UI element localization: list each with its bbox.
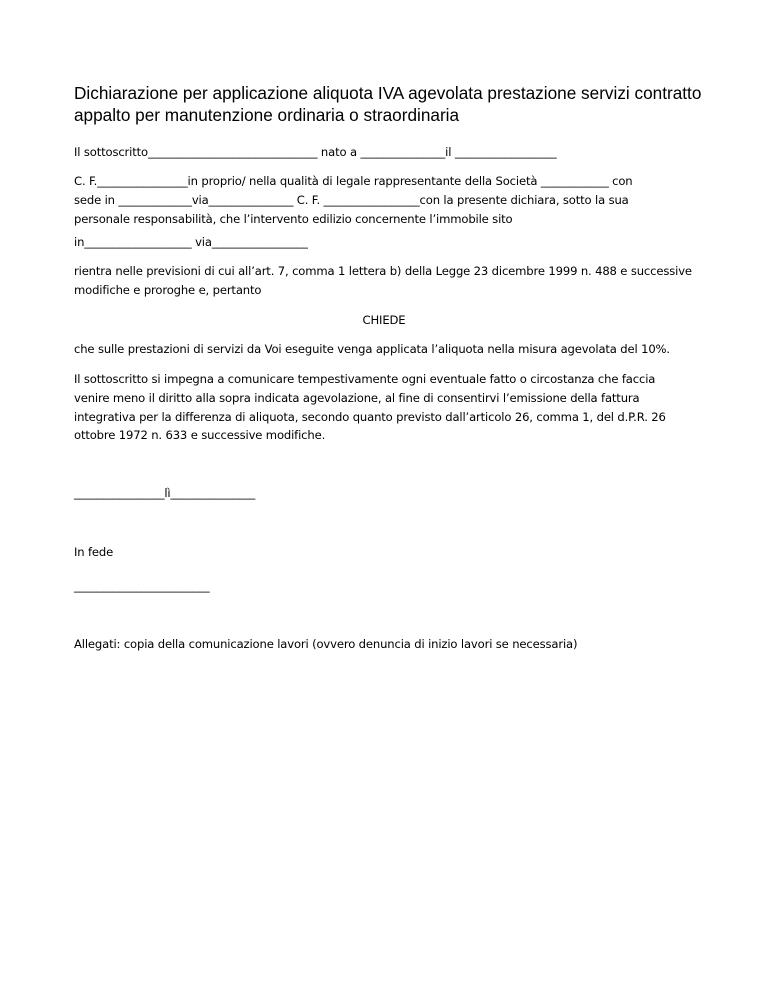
luogo-data-line: ________________lì_______________ <box>74 486 256 500</box>
previsioni-line-1: rientra nelle previsioni di cui all’art. 7, comma 1 lettera b) della Legge 23 dicembre 1999 n. 488 e successive <box>74 264 692 278</box>
in-fede-label: In fede <box>74 545 114 559</box>
cf-paragraph <box>74 172 699 228</box>
cf-line-1: C. F.________________in proprio/ nella qualità di legale rappresentante della Società ____________ con <box>74 174 633 188</box>
document-title <box>74 83 704 126</box>
in-via-line: in___________________ via_________________ <box>74 235 308 249</box>
cf-line-2: sede in _____________via_______________ C. F. _________________con la presente dichiara, sotto la sua <box>74 192 629 207</box>
impegno-line-1: Il sottoscritto si impegna a comunicare tempestivamente ogni eventuale fatto o circostanza che faccia <box>74 372 656 386</box>
sottoscritto-line: Il sottoscritto______________________________ nato a _______________il __________________ <box>74 145 557 159</box>
cf-line-3: personale responsabilità, che l’intervento edilizio concernente l’immobile sito <box>74 211 513 226</box>
richiesta-text: che sulle prestazioni di servizi da Voi eseguite venga applicata l’aliquota nella misura agevolata del 10%. <box>74 342 670 356</box>
title-line-2: appalto per manutenzione ordinaria o straordinaria <box>74 104 460 125</box>
impegno-line-4: ottobre 1972 n. 633 e successive modifiche. <box>74 428 326 443</box>
previsioni-paragraph <box>74 262 699 300</box>
allegati-note: Allegati: copia della comunicazione lavori (ovvero denuncia di inizio lavori se necessaria) <box>74 637 578 651</box>
chiede-heading: CHIEDE <box>362 313 406 327</box>
impegno-paragraph <box>74 370 699 445</box>
title-line-1: Dichiarazione per applicazione aliquota IVA agevolata prestazione servizi contratto <box>74 83 702 103</box>
impegno-line-3: integrativa per la differenza di aliquota, secondo quanto previsto dall’articolo 26, comma 1, del d.P.R. 26 <box>74 409 666 424</box>
previsioni-line-2: modifiche e proroghe e, pertanto <box>74 282 262 297</box>
impegno-line-2: venire meno il diritto alla sopra indicata agevolazione, al fine di consentirvi l’emissione della fattura <box>74 390 640 405</box>
signature-line: ________________________ <box>74 579 210 593</box>
